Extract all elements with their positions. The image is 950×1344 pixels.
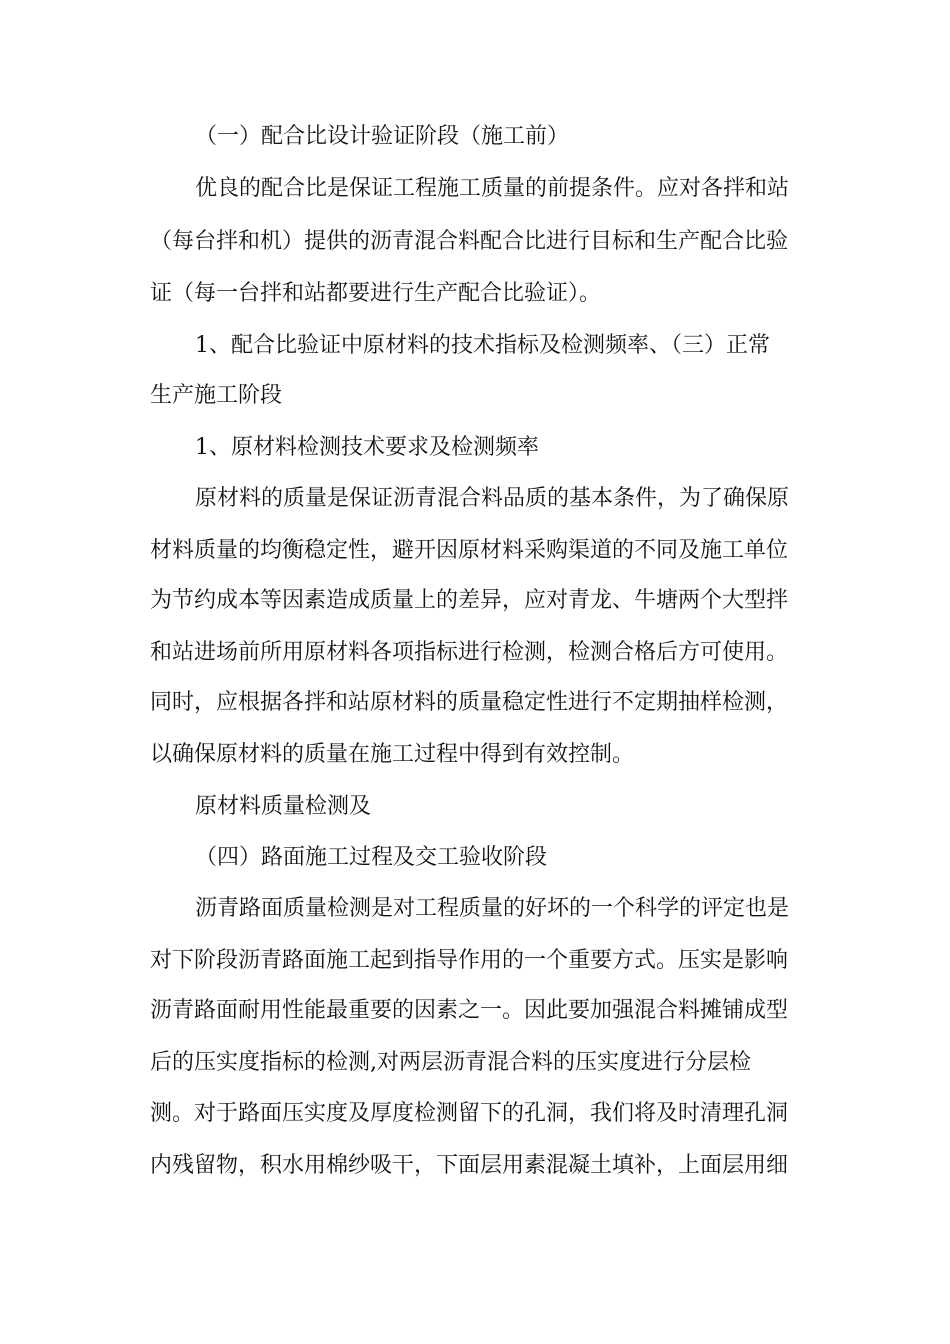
paragraph-line: 原材料的质量是保证沥青混合料品质的基本条件，为了确保原: [195, 486, 790, 511]
paragraph-line: 测。对于路面压实度及厚度检测留下的孔洞，我们将及时清理孔洞: [150, 1101, 789, 1126]
paragraph-line: 沥青路面质量检测是对工程质量的好坏的一个科学的评定也是: [195, 896, 790, 921]
paragraph-line: 后的压实度指标的检测,对两层沥青混合料的压实度进行分层检: [150, 1050, 751, 1075]
paragraph-line: 同时，应根据各拌和站原材料的质量稳定性进行不定期抽样检测，: [150, 690, 789, 715]
paragraph-line: 为节约成本等因素造成质量上的差异，应对青龙、牛塘两个大型拌: [150, 588, 789, 613]
paragraph-line: 沥青路面耐用性能最重要的因素之一。因此要加强混合料摊铺成型: [150, 998, 789, 1023]
paragraph-line: 以确保原材料的质量在施工过程中得到有效控制。: [150, 742, 635, 767]
paragraph-line: 1、配合比验证中原材料的技术指标及检测频率、（三）正常: [195, 333, 770, 358]
paragraph-line: 和站进场前所用原材料各项指标进行检测，检测合格后方可使用。: [150, 640, 789, 665]
section-heading-4: （四）路面施工过程及交工验收阶段: [195, 845, 548, 870]
paragraph-line: 对下阶段沥青路面施工起到指导作用的一个重要方式。压实是影响: [150, 948, 789, 973]
section-heading-1: （一）配合比设计验证阶段（施工前）: [195, 124, 570, 149]
subsection-heading: 1、原材料检测技术要求及检测频率: [195, 435, 539, 460]
paragraph-line: 生产施工阶段: [150, 383, 283, 408]
paragraph-line: 证（每一台拌和站都要进行生产配合比验证）。: [150, 281, 602, 306]
paragraph-line: 材料质量的均衡稳定性，避开因原材料采购渠道的不同及施工单位: [150, 538, 789, 563]
paragraph-line: 原材料质量检测及: [195, 794, 372, 819]
paragraph-line: 优良的配合比是保证工程施工质量的前提条件。应对各拌和站: [195, 176, 790, 201]
paragraph-line: 内残留物，积水用棉纱吸干，下面层用素混凝土填补，上面层用细: [150, 1153, 789, 1178]
paragraph-line: （每台拌和机）提供的沥青混合料配合比进行目标和生产配合比验: [150, 229, 789, 254]
